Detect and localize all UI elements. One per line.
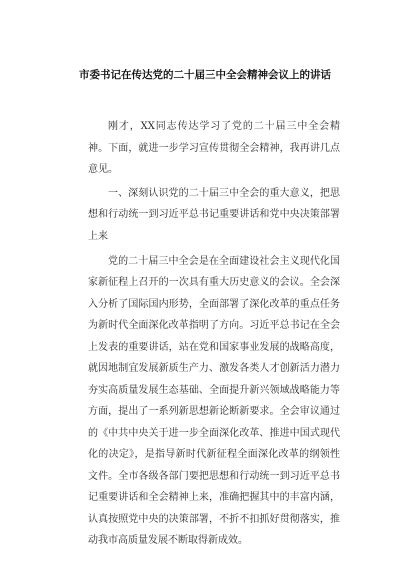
- intro-paragraph: 刚才，XX同志传达学习了党的二十届三中全会精神。下面，就进一步学习宣传贯彻全会精神，我再讲几点意见。: [88, 121, 340, 175]
- section-body-paragraph: 党的二十届三中全会是在全面建设社会主义现代化国家新征程上召开的一次具有重大历史意义的会议。全会深入分析了国际国内形势，全面部署了深化改革的重点任务为新时代全面深化改革指明了方向。习近平总书记在全会上发表的重要讲话，站在党和国家事业发展的战略高度，就因地制宜发展新质生产力、激发各类人才创新活力潜力夯实高质量发展生态基础、全面提升新兴领域战略能力等方面，提出了一系列新思想新论断新要求。全会审议通过的《中共中央关于进一步全面深化改革、推进中国式现代化的决定》，是指导新时代新征程全面深化改革的纲领性文件。全市各级各部门要把思想和行动统一到习近平总书记重要讲话和全会精神上来，准确把握其中的丰富内涵，认真按照党中央的决策部署，不折不扣抓好贯彻落实，推动我市高质量发展不断取得新成效。: [88, 255, 340, 546]
- document-title: 市委书记在传达党的二十届三中全会精神会议上的讲话: [79, 69, 331, 81]
- section-heading: 一、深刻认识党的二十届三中全会的重大意义，把思想和行动统一到习近平总书记重要讲话和党中央决策部署上来: [88, 187, 340, 242]
- document-body: [88, 116, 340, 552]
